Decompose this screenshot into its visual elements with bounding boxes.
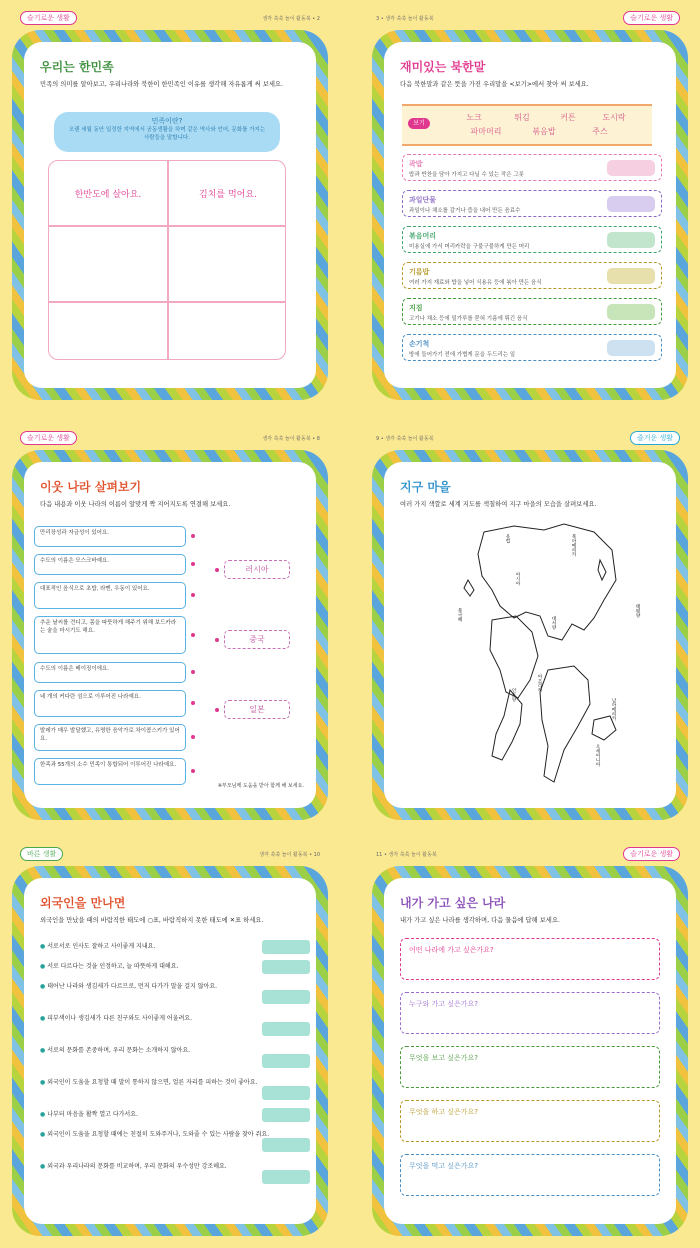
answer-box[interactable] [262, 1170, 310, 1184]
match-dot[interactable] [191, 562, 195, 566]
page-number: 생각 쑥쑥 놀이 활동북 • 10 [259, 852, 320, 858]
word-term: 손기척 [409, 340, 430, 348]
page-content [24, 42, 316, 388]
question-card-1[interactable]: 어떤 나라에 가고 싶은가요? [400, 938, 660, 980]
map-label: 아시아 [515, 572, 520, 586]
page-frame [12, 866, 328, 1236]
example-word: 튀김 [514, 113, 530, 122]
word-row-1 [402, 154, 662, 181]
page-content [384, 878, 676, 1224]
match-item-7[interactable]: 발레가 매우 발달했고, 유명한 음악가로 차이콥스키가 있어요. [34, 724, 186, 751]
subject-badge: 슬기로운 생활 [623, 847, 680, 861]
map-label: 북아메리카 [571, 534, 576, 557]
statement-4: ● 피부색이나 생김새가 다른 친구와도 사이좋게 어울려요. [40, 1015, 193, 1022]
map-label: 대서양 [551, 616, 556, 630]
example-word: 주스 [592, 127, 608, 136]
match-dot[interactable] [191, 701, 195, 705]
word-desc: 과일이나 채소를 갈거나 즙을 내어 만든 음료수 [409, 208, 521, 214]
match-item-5[interactable]: 수도의 이름은 베이징이에요. [34, 662, 186, 683]
word-desc: 미용실에 가서 머리카락을 구불구불하게 만든 머리 [409, 244, 530, 250]
page-title: 외국인을 만나면 [40, 896, 126, 910]
answer-dot[interactable] [215, 638, 219, 642]
statement-7: ● 나부터 마음을 활짝 열고 다가서요. [40, 1111, 138, 1118]
answer-slot[interactable] [607, 232, 655, 248]
answer-box[interactable] [262, 1138, 310, 1152]
sheet-neighbor-countries [0, 420, 340, 828]
island-outline [464, 580, 474, 596]
page-frame [12, 450, 328, 820]
answer-box[interactable] [262, 1022, 310, 1036]
example-word: 커튼 [560, 113, 576, 122]
word-term: 지짐 [409, 304, 423, 312]
statement-5: ● 서로의 문화를 존중하며, 우리 문화는 소개하지 않아요. [40, 1047, 191, 1054]
map-label: 북극해 [457, 608, 462, 622]
map-label: 아프리카 [537, 674, 542, 692]
answer-russia[interactable]: 러시아 [224, 560, 290, 579]
answer-box[interactable] [262, 960, 310, 974]
question-card-3[interactable]: 무엇을 보고 싶은가요? [400, 1046, 660, 1088]
answer-slot[interactable] [607, 268, 655, 284]
island-outline [598, 560, 606, 580]
instruction: 여러 가지 색깔로 세계 지도를 색칠하여 지구 마을의 모습을 살펴보세요. [400, 501, 597, 508]
word-desc: 방에 들어가기 전에 가볍게 문을 두드리는 일 [409, 352, 516, 358]
example-box [402, 104, 652, 146]
page-number: 생각 쑥쑥 놀이 활동북 • 2 [262, 16, 320, 22]
match-dot[interactable] [191, 769, 195, 773]
example-word: 도시락 [602, 113, 626, 122]
south-america-outline [540, 666, 590, 782]
question-card-2[interactable]: 누구와 가고 싶은가요? [400, 992, 660, 1034]
statement-9: ● 외국과 우리나라의 문화를 비교하며, 우리 문화의 우수성만 강조해요. [40, 1163, 227, 1170]
match-dot[interactable] [191, 593, 195, 597]
answer-china[interactable]: 중국 [224, 630, 290, 649]
word-row-4 [402, 262, 662, 289]
instruction: 다음 내용과 이웃 나라의 이름이 알맞게 짝 지어지도록 연결해 보세요. [40, 501, 231, 508]
subject-badge: 슬기로운 생활 [20, 431, 77, 445]
match-item-4[interactable]: 추운 날씨를 견디고, 몸을 따뜻하게 해주기 위해 보드카라는 술을 마시기도 해요. [34, 616, 186, 654]
question-card-4[interactable]: 무엇을 하고 싶은가요? [400, 1100, 660, 1142]
subject-badge: 즐거운 생활 [630, 431, 680, 445]
page-title: 이웃 나라 살펴보기 [40, 480, 142, 494]
instruction: 내가 가고 싶은 나라를 생각하며, 다음 물음에 답해 보세요. [400, 917, 560, 924]
eurasia-outline [478, 524, 616, 640]
example-label: 보기 [408, 118, 430, 129]
match-item-2[interactable]: 수도의 이름은 모스크바예요. [34, 554, 186, 575]
answer-slot[interactable] [607, 160, 655, 176]
page-number: 9 • 생각 쑥쑥 놀이 활동북 [376, 436, 434, 442]
answer-box[interactable] [262, 1054, 310, 1068]
example-word: 파마머리 [470, 127, 502, 136]
page-content [24, 462, 316, 808]
statement-2: ● 서로 다르다는 것을 인정하고, 늘 따뜻하게 대해요. [40, 963, 179, 970]
match-item-3[interactable]: 대표적인 음식으로 초밥, 라멘, 우동이 있어요. [34, 582, 186, 609]
word-term: 곽밥 [409, 160, 423, 168]
map-label: 인도양 [511, 688, 516, 702]
instruction: 다음 북한말과 같은 뜻을 가진 우리말을 <보기>에서 찾아 써 보세요. [400, 81, 589, 88]
match-item-6[interactable]: 네 개의 커다란 섬으로 이루어진 나라예요. [34, 690, 186, 717]
answer-box[interactable] [262, 1108, 310, 1122]
page-number: 3 • 생각 쑥쑥 놀이 활동북 [376, 16, 434, 22]
answer-slot[interactable] [607, 304, 655, 320]
page-title: 지구 마을 [400, 480, 451, 494]
word-desc: 밥과 반찬을 담아 가지고 다닐 수 있는 작은 그릇 [409, 172, 524, 178]
answer-box[interactable] [262, 990, 310, 1004]
statement-3: ● 태어난 나라와 생김새가 다르므로, 먼저 다가가 말을 걸지 않아요. [40, 983, 218, 990]
page-number: 생각 쑥쑥 놀이 활동북 • 8 [262, 436, 320, 442]
word-row-6 [402, 334, 662, 361]
page-frame [12, 30, 328, 400]
grid-cell-2[interactable]: 김치를 먹어요. [199, 190, 257, 200]
word-row-2 [402, 190, 662, 217]
sheet-meeting-foreigners [0, 836, 340, 1244]
statement-6: ● 외국인이 도움을 요청할 때 말이 통하지 않으면, 얼른 자리를 피하는 것이 좋아요. [40, 1079, 258, 1086]
answer-box[interactable] [262, 1086, 310, 1100]
page-content [384, 42, 676, 388]
map-label: 오세아니아 [595, 744, 600, 767]
instruction: 민족의 의미를 알아보고, 우리나라와 북한이 한민족인 이유를 생각해 자유롭게 써 보세요. [40, 81, 283, 88]
bubble-title: 민족이란? [151, 117, 183, 125]
grid-cell-1[interactable]: 한반도에 살아요. [74, 190, 142, 200]
word-term: 과일단물 [409, 196, 437, 204]
sheet-korean-nation [0, 0, 340, 408]
subject-badge: 슬기로운 생활 [20, 11, 77, 25]
page-title: 내가 가고 싶은 나라 [400, 896, 506, 910]
sheet-north-korean-words [360, 0, 700, 408]
parent-note: ※부모님께 도움을 받아 함께 해 보세요. [217, 783, 304, 789]
page-title: 재미있는 북한말 [400, 60, 486, 74]
answer-dot[interactable] [215, 708, 219, 712]
match-item-8[interactable]: 한족과 55개의 소수 민족이 통합되어 이루어진 나라예요. [34, 758, 186, 785]
page-frame [372, 30, 688, 400]
sheet-dream-country [360, 836, 700, 1244]
answer-box[interactable] [262, 940, 310, 954]
match-dot[interactable] [191, 735, 195, 739]
answer-japan[interactable]: 일본 [224, 700, 290, 719]
africa-outline [490, 616, 538, 698]
statement-1: ● 서로서로 인사도 잘하고 사이좋게 지내요. [40, 943, 156, 950]
page-frame [372, 866, 688, 1236]
match-dot[interactable] [191, 670, 195, 674]
writing-grid [48, 160, 286, 360]
answer-dot[interactable] [215, 568, 219, 572]
answer-slot[interactable] [607, 340, 655, 356]
page-number: 11 • 생각 쑥쑥 놀이 활동북 [376, 852, 437, 858]
page-content [24, 878, 316, 1224]
example-word: 노크 [466, 113, 482, 122]
statement-8: ● 외국인이 도움을 요청할 때에는 친절히 도와주거나, 도와줄 수 있는 사람을 찾아 줘요. [40, 1131, 270, 1138]
match-dot[interactable] [191, 633, 195, 637]
answer-slot[interactable] [607, 196, 655, 212]
word-row-3 [402, 226, 662, 253]
match-item-1[interactable]: 만리장성과 자금성이 있어요. [34, 526, 186, 547]
question-card-5[interactable]: 무엇을 먹고 싶은가요? [400, 1154, 660, 1196]
subject-badge: 슬기로운 생활 [623, 11, 680, 25]
page-content [384, 462, 676, 808]
north-america-outline [492, 690, 522, 760]
subject-badge: 바른 생활 [20, 847, 63, 861]
word-term: 기름밥 [409, 268, 430, 276]
page-title: 우리는 한민족 [40, 60, 114, 74]
page-frame [372, 450, 688, 820]
map-label: 태평양 [635, 604, 640, 618]
word-desc: 여러 가지 재료와 밥을 넣어 식용유 등에 볶아 만든 음식 [409, 280, 542, 286]
word-desc: 고기나 채소 등에 밀가루를 묻혀 기름에 튀긴 음식 [409, 316, 528, 322]
instruction: 외국인을 만났을 때의 바람직한 태도에 ○표, 바람직하지 못한 태도에 ✕표 하세요. [40, 917, 264, 924]
sheet-global-village [360, 420, 700, 828]
example-word: 볶음밥 [532, 127, 556, 136]
word-term: 볶음머리 [409, 232, 437, 240]
map-label: 유럽 [505, 534, 510, 543]
map-label: 남아메리카 [611, 698, 616, 721]
match-dot[interactable] [191, 534, 195, 538]
bubble-text: 오랜 세월 동안 일정한 지역에서 공동생활을 하며 같은 역사와 언어, 문화를 가지는 사람들을 말합니다. [68, 127, 266, 141]
word-row-5 [402, 298, 662, 325]
